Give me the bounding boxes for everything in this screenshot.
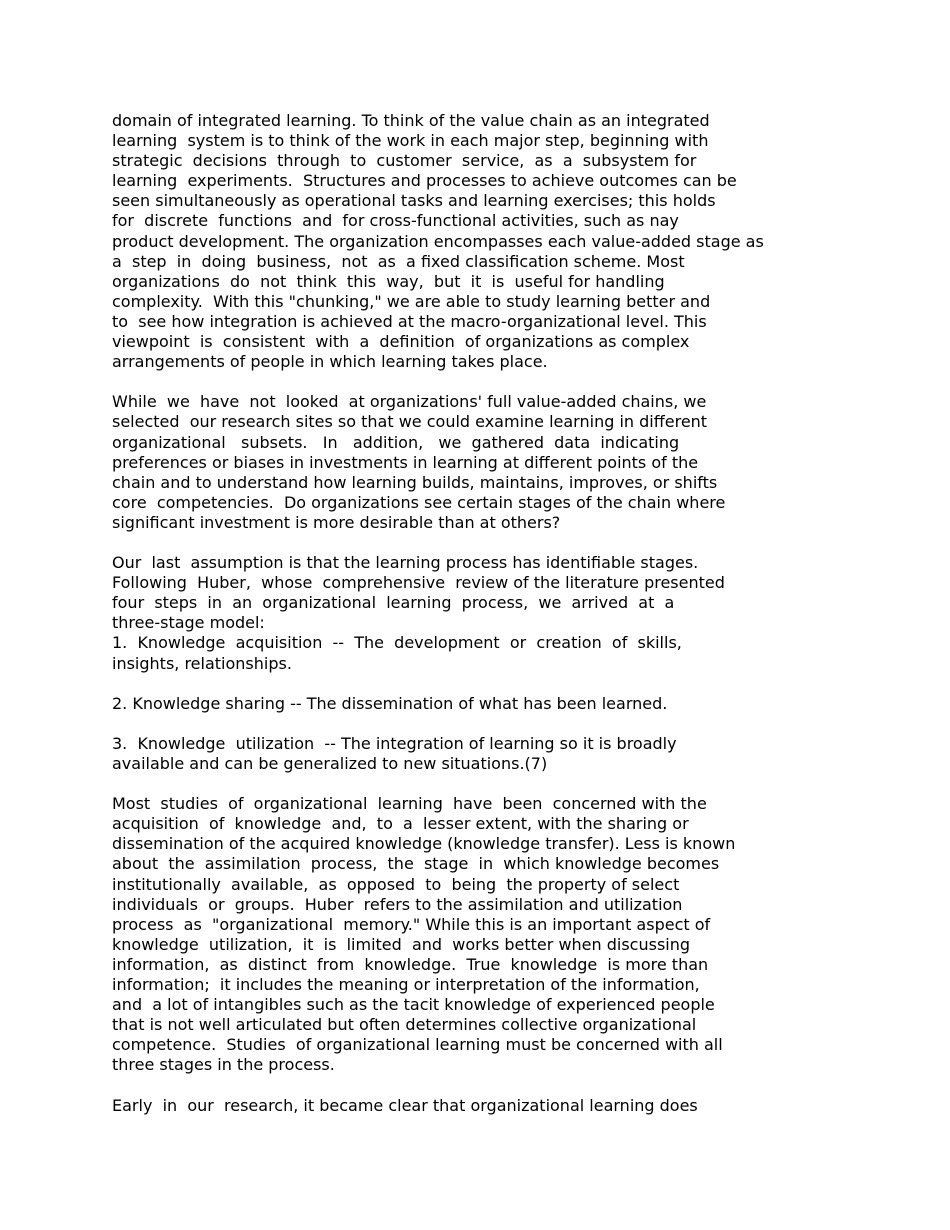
paragraph-gap <box>112 774 832 794</box>
text-line: Following Huber, whose comprehensive review of the literature presented <box>112 573 725 593</box>
paragraph <box>112 734 832 774</box>
text-line: a step in doing business, not as a fixed classification scheme. Most <box>112 251 685 271</box>
text-line: complexity. With this "chunking," we are able to study learning better and <box>112 291 711 311</box>
text-line: While we have not looked at organizations' full value-added chains, we <box>112 392 707 412</box>
text-line: for discrete functions and for cross-functional activities, such as nay <box>112 211 679 231</box>
paragraph <box>112 694 832 714</box>
text-line: significant investment is more desirable than at others? <box>112 512 561 532</box>
text-line: acquisition of knowledge and, to a lesser extent, with the sharing or <box>112 814 689 834</box>
text-line: chain and to understand how learning builds, maintains, improves, or shifts <box>112 472 718 492</box>
text-line: selected our research sites so that we could examine learning in different <box>112 412 708 432</box>
text-line: Our last assumption is that the learning process has identifiable stages. <box>112 553 699 573</box>
text-line: and a lot of intangibles such as the tacit knowledge of experienced people <box>112 995 715 1015</box>
text-line: Most studies of organizational learning have been concerned with the <box>112 794 707 814</box>
text-line: organizational subsets. In addition, we gathered data indicating <box>112 432 680 452</box>
text-line: 3. Knowledge utilization -- The integration of learning so it is broadly <box>112 733 677 753</box>
text-line: dissemination of the acquired knowledge (knowledge transfer). Less is known <box>112 834 736 854</box>
paragraph <box>112 1096 832 1116</box>
document-body <box>112 111 832 1116</box>
text-line: competence. Studies of organizational learning must be concerned with all <box>112 1035 723 1055</box>
text-line: learning system is to think of the work in each major step, beginning with <box>112 131 709 151</box>
paragraph-gap <box>112 372 832 392</box>
text-line: institutionally available, as opposed to being the property of select <box>112 874 680 894</box>
text-line: insights, relationships. <box>112 653 292 673</box>
text-line: individuals or groups. Huber refers to the assimilation and utilization <box>112 894 683 914</box>
text-line: Early in our research, it became clear that organizational learning does <box>112 1095 698 1115</box>
text-line: four steps in an organizational learning process, we arrived at a <box>112 593 675 613</box>
paragraph <box>112 553 832 674</box>
text-line: about the assimilation process, the stage in which knowledge becomes <box>112 854 720 874</box>
text-line: 1. Knowledge acquisition -- The development or creation of skills, <box>112 633 682 653</box>
text-line: domain of integrated learning. To think of the value chain as an integrated <box>112 111 710 130</box>
text-line: information; it includes the meaning or interpretation of the information, <box>112 975 700 995</box>
paragraph-gap <box>112 714 832 734</box>
text-line: to see how integration is achieved at the macro-organizational level. This <box>112 311 707 331</box>
text-line: product development. The organization encompasses each value-added stage as <box>112 231 764 251</box>
text-line: strategic decisions through to customer service, as a subsystem for <box>112 151 697 171</box>
paragraph-gap <box>112 533 832 553</box>
text-line: organizations do not think this way, but it is useful for handling <box>112 271 665 291</box>
text-line: three stages in the process. <box>112 1055 335 1075</box>
text-line: information, as distinct from knowledge. True knowledge is more than <box>112 954 709 974</box>
text-line: preferences or biases in investments in learning at different points of the <box>112 452 699 472</box>
text-line: three-stage model: <box>112 613 265 633</box>
text-line: arrangements of people in which learning takes place. <box>112 352 548 372</box>
text-line: seen simultaneously as operational tasks and learning exercises; this holds <box>112 191 716 211</box>
paragraph <box>112 794 832 1075</box>
paragraph-gap <box>112 674 832 694</box>
text-line: available and can be generalized to new situations.(7) <box>112 754 548 773</box>
paragraph <box>112 111 832 372</box>
text-line: viewpoint is consistent with a definition of organizations as complex <box>112 332 690 352</box>
text-line: process as "organizational memory." While this is an important aspect of <box>112 914 711 934</box>
text-line: knowledge utilization, it is limited and works better when discussing <box>112 934 691 954</box>
text-line: that is not well articulated but often determines collective organizational <box>112 1015 697 1035</box>
text-line: learning experiments. Structures and processes to achieve outcomes can be <box>112 171 737 191</box>
paragraph-gap <box>112 1076 832 1096</box>
text-line: core competencies. Do organizations see certain stages of the chain where <box>112 492 726 512</box>
text-line: 2. Knowledge sharing -- The dissemination of what has been learned. <box>112 693 668 713</box>
paragraph <box>112 392 832 533</box>
